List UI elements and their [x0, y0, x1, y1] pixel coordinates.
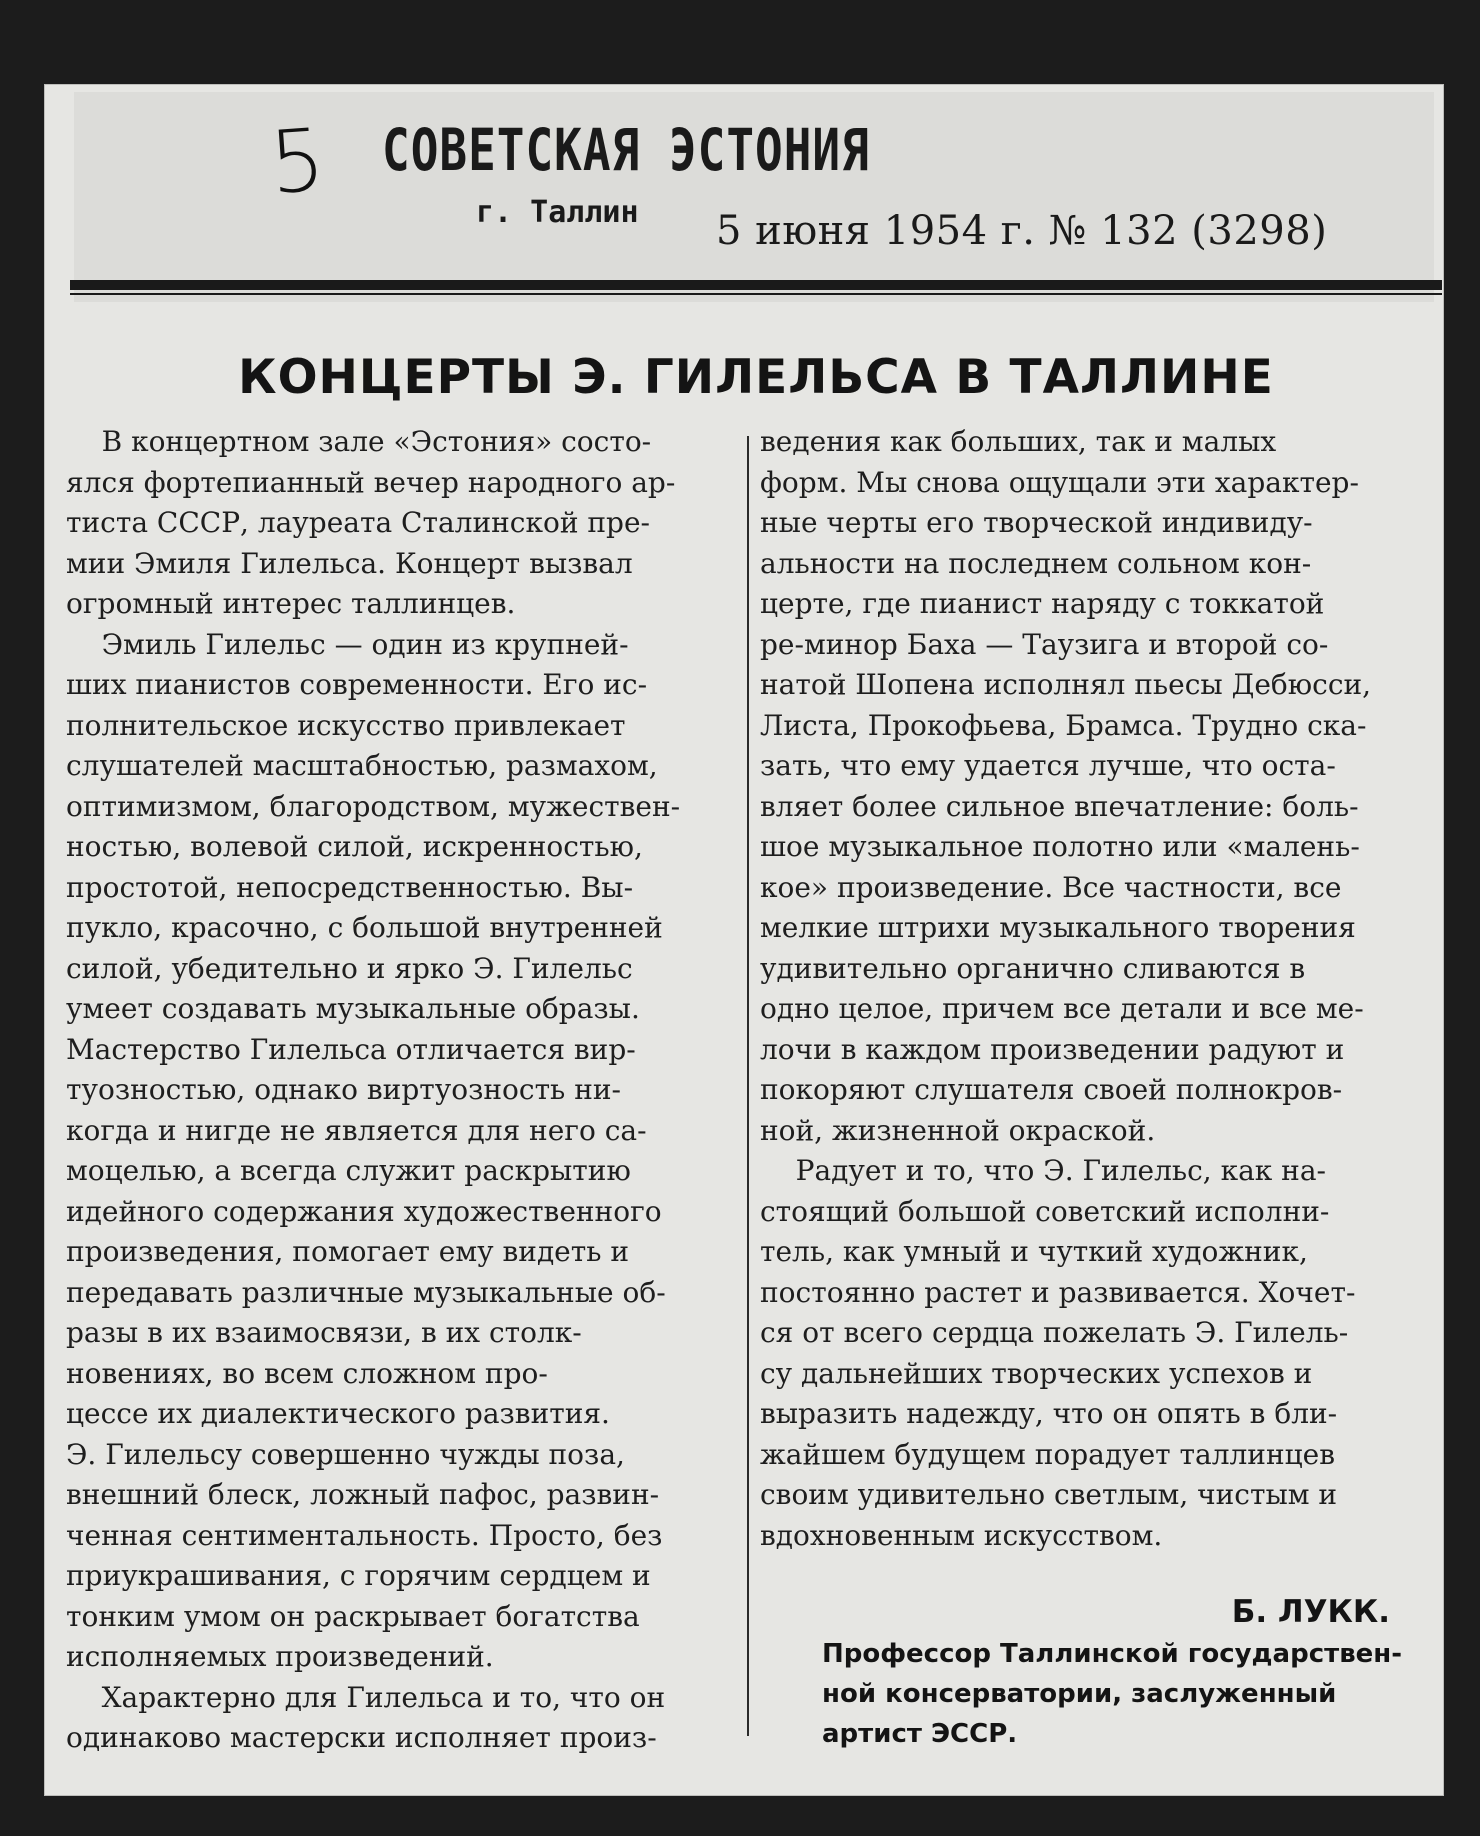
text-line: огромный интерес таллинцев. [66, 587, 516, 620]
text-line: исполняемых произведений. [66, 1640, 494, 1673]
author-title-line: артист ЭССР. [822, 1719, 1018, 1749]
text-line: церте, где пианист наряду с токкатой [760, 587, 1325, 620]
text-line: Листа, Прокофьева, Брамса. Трудно ска- [760, 708, 1367, 742]
text-line: В концертном зале «Эстония» состо- [66, 425, 652, 458]
column-divider [747, 436, 749, 1736]
author-name: Б. ЛУКК. [1231, 1594, 1390, 1630]
text-line: покоряют слушателя своей полнокров- [760, 1073, 1343, 1106]
text-line: силой, убедительно и ярко Э. Гилельс [66, 951, 633, 985]
text-line: вляет более сильное впечатление: боль- [760, 789, 1359, 823]
author-title-line: Профессор Таллинской государствен- [822, 1639, 1403, 1669]
text-line: ченная сентиментальность. Просто, без [66, 1518, 663, 1552]
text-line: лочи в каждом произведении радуют и [760, 1032, 1345, 1066]
text-line: умеет создавать музыкальные образы. [66, 992, 640, 1025]
text-line: мии Эмиля Гилельса. Концерт вызвал [66, 546, 633, 580]
text-line: вдохновенным искусством. [760, 1518, 1163, 1552]
text-line: новениях, во всем сложном про- [66, 1356, 548, 1390]
text-line: Характерно для Гилельса и то, что он [66, 1680, 666, 1714]
text-line: ся от всего сердца пожелать Э. Гилель- [760, 1316, 1349, 1349]
text-line: слушателей масштабностью, размахом, [66, 749, 658, 782]
text-line: Эмиль Гилельс — один из крупней- [66, 627, 629, 661]
text-line: шое музыкальное полотно или «малень- [760, 830, 1360, 863]
text-line: туозностью, однако виртуозность ни- [66, 1073, 621, 1106]
text-line: полнительское искусство привлекает [66, 708, 626, 742]
text-line: кое» произведение. Все частности, все [760, 870, 1342, 904]
text-line: приукрашивания, с горячим сердцем и [66, 1559, 651, 1592]
text-line: ной, жизненной окраской. [760, 1113, 1156, 1147]
article-column-right [760, 422, 1450, 1556]
text-line: стоящий большой советский исполни- [760, 1194, 1330, 1228]
text-line: внешний блеск, ложный пафос, развин- [66, 1478, 660, 1511]
text-line: жайшем будущем порадует таллинцев [760, 1437, 1335, 1471]
newspaper-city: г. Таллин [476, 195, 639, 230]
text-line: пукло, красочно, с большой внутренней [66, 911, 663, 944]
text-line: разы в их взаимосвязи, в их столк- [66, 1316, 582, 1349]
text-line: произведения, помогает ему видеть и [66, 1235, 630, 1268]
text-line: передавать различные музыкальные об- [66, 1275, 666, 1309]
text-line: ре-минор Баха — Таузига и второй со- [760, 627, 1329, 661]
text-line: постоянно растет и развивается. Хочет- [760, 1275, 1356, 1309]
text-line: Мастерство Гилельса отличается вир- [66, 1032, 636, 1066]
text-line: простотой, непосредственностью. Вы- [66, 870, 634, 904]
text-line: ведения как больших, так и малых [760, 425, 1277, 458]
author-title-line: ной консерватории, заслуженный [822, 1679, 1337, 1709]
text-line: идейного содержания художественного [66, 1194, 662, 1228]
issue-date-number: 5 июня 1954 г. № 132 (3298) [716, 208, 1328, 254]
text-line: Радует и то, что Э. Гилельс, как на- [760, 1154, 1326, 1187]
text-line: мелкие штрихи музыкального творения [760, 911, 1356, 944]
masthead-rule [70, 280, 1442, 290]
text-line: тиста СССР, лауреата Сталинской пре- [66, 506, 650, 539]
text-line: цессе их диалектического развития. [66, 1397, 610, 1430]
text-line: моцелью, а всегда служит раскрытию [66, 1154, 631, 1187]
text-line: оптимизмом, благородством, мужествен- [66, 789, 681, 823]
text-line: альности на последнем сольном кон- [760, 546, 1312, 580]
text-line: удивительно органично сливаются в [760, 951, 1306, 985]
text-line: выразить надежду, что он опять в бли- [760, 1397, 1338, 1430]
text-line: одинаково мастерски исполняет произ- [66, 1721, 657, 1754]
newspaper-name: СОВЕТСКАЯ ЭСТОНИЯ [382, 116, 870, 184]
text-line: тель, как умный и чуткий художник, [760, 1235, 1308, 1268]
text-line: ялся фортепианный вечер народного ар- [66, 465, 676, 499]
masthead-rule-thin [70, 293, 1442, 295]
text-line: Э. Гилельсу совершенно чужды поза, [66, 1437, 625, 1471]
author-title [822, 1634, 1442, 1754]
text-line: одно целое, причем все детали и все ме- [760, 992, 1364, 1025]
text-line: своим удивительно светлым, чистым и [760, 1478, 1338, 1511]
text-line: форм. Мы снова ощущали эти характер- [760, 465, 1359, 499]
text-line: ные черты его творческой индивиду- [760, 506, 1313, 539]
text-line: су дальнейших творческих успехов и [760, 1356, 1313, 1390]
article-headline: КОНЦЕРТЫ Э. ГИЛЕЛЬСА В ТАЛЛИНЕ [238, 350, 1274, 405]
text-line: когда и нигде не является для него са- [66, 1113, 647, 1147]
text-line: ностью, волевой силой, искренностью, [66, 830, 643, 863]
article-column-left [66, 422, 738, 1759]
text-line: ших пианистов современности. Его ис- [66, 668, 648, 701]
text-line: натой Шопена исполнял пьесы Дебюсси, [760, 668, 1372, 701]
text-line: зать, что ему удается лучше, что оста- [760, 749, 1336, 782]
text-line: тонким умом он раскрывает богатства [66, 1599, 640, 1633]
handwritten-issue-marker: 5 [266, 110, 329, 214]
